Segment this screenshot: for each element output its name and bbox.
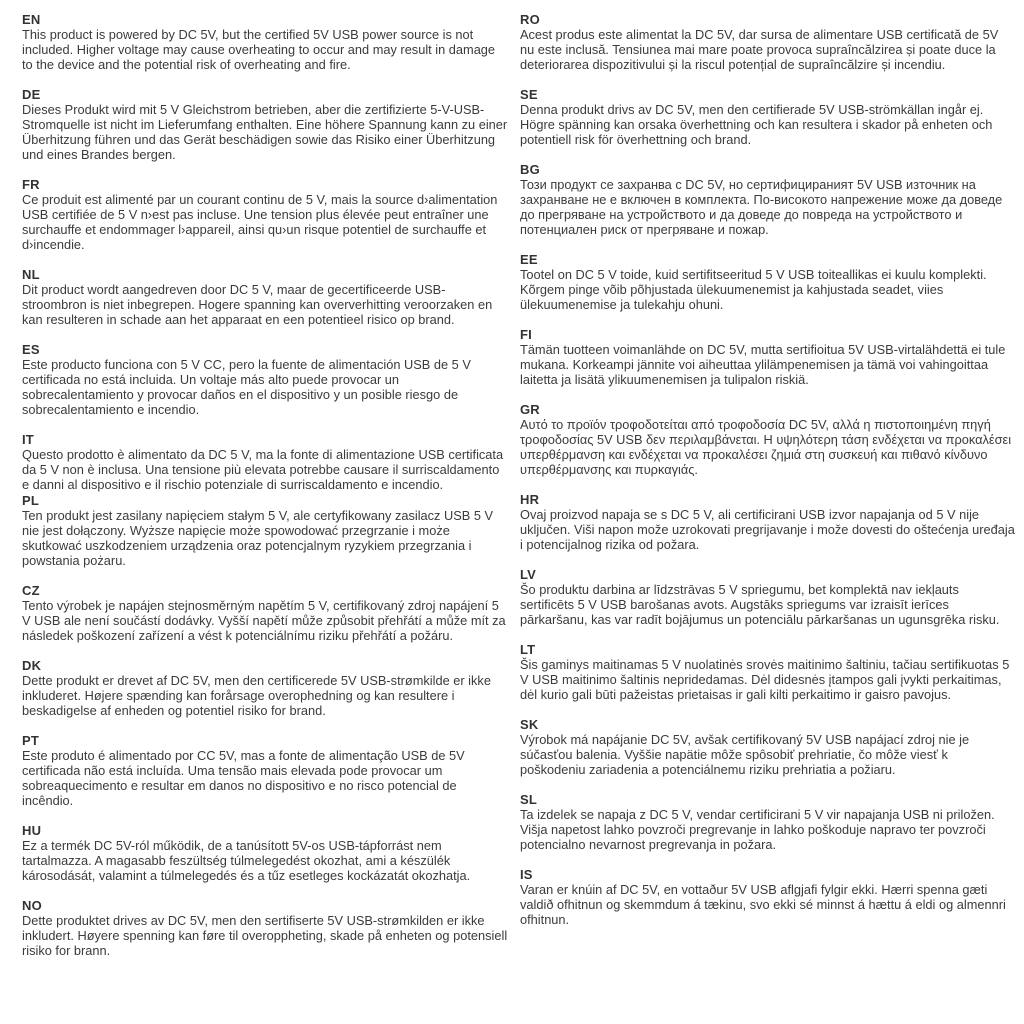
lang-text-fr: Ce produit est alimenté par un courant continu de 5 V, mais la source d›alimentation USB certifiée de 5 V n›est pas incluse. Une tension plus élevée peut entraîner une surchauffe et endommager l›appareil, ainsi qu›un risque potentiel de surchauffe et d›incendie. [22,192,498,252]
section-ee [520,252,1016,312]
lang-text-lt: Šis gaminys maitinamas 5 V nuolatinės srovės maitinimo šaltiniu, tačiau sertifikuotas 5 V USB maitinimo šaltinis nepridedamas. Dėl didesnės įtampos gali įvykti perkaitimas, dėl kurio gali būti pažeistas prietaisas ir gali kilti perkaitimo ir gaisro pavojus. [520,657,1010,702]
right-column [520,12,1016,1024]
lang-text-es: Este producto funciona con 5 V CC, pero la fuente de alimentación USB de 5 V certificada no está incluida. Un voltaje más alto puede provocar un sobrecalentamiento y provocar daños en el dispositivo y un posible riesgo de sobrecalentamiento e incendio. [22,357,471,417]
lang-text-sk: Výrobok má napájanie DC 5V, avšak certifikovaný 5V USB napájací zdroj nie je súčasťou balenia. Vyššie napätie môže spôsobiť prehriatie, čo môže viesť k poškodeniu zariadenia a potenciálnemu riziku prehriatia a požiaru. [520,732,970,777]
section-is [520,867,1016,927]
lang-code-lt: LT [520,642,536,657]
lang-text-nl: Dit product wordt aangedreven door DC 5 V, maar de gecertificeerde USB-stroombron is niet inbegrepen. Hogere spanning kan oververhitting veroorzaken en kan resulteren in schade aan het apparaat en een potentieel risico op brand. [22,282,493,327]
lang-code-cz: CZ [22,583,40,598]
lang-code-it: IT [22,432,34,447]
lang-text-en: This product is powered by DC 5V, but the certified 5V USB power source is not included. Higher voltage may cause overheating to occur and may result in damage to the device and the potential risk of overheating and fire. [22,27,496,72]
section-fi [520,327,1016,387]
section-gr [520,402,1016,477]
lang-code-de: DE [22,87,41,102]
lang-code-pl: PL [22,493,40,508]
lang-text-gr: Αυτό το προϊόν τροφοδοτείται από τροφοδοσία DC 5V, αλλά η πιστοποιημένη πηγή τροφοδοσίας 5V USB δεν περιλαμβάνεται. Η υψηλότερη τάση ενδέχεται να προκαλέσει υπερθέρμανση και ενδέχεται να προκαλέσει ζημιά στη συσκευή και πιθανό κίνδυνο υπερθέρμανσης και πυρκαγιάς. [520,417,1012,477]
lang-code-gr: GR [520,402,540,417]
section-bg [520,162,1016,237]
lang-text-de: Dieses Produkt wird mit 5 V Gleichstrom betrieben, aber die zertifizierte 5-V-USB-Stromquelle ist nicht im Lieferumfang enthalten. Eine höhere Spannung kann zu einer Überhitzung führen und das Gerät beschädigen sowie das Risiko einer Überhitzung und eines Brandes bergen. [22,102,508,162]
section-ro [520,12,1016,72]
lang-text-sl: Ta izdelek se napaja z DC 5 V, vendar certificirani 5 V vir napajanja USB ni priložen. Višja napetost lahko povzroči pregrevanje in lahko poškoduje napravo ter povzroči potencialno nevarnost pregrevanja in požara. [520,807,995,852]
lang-code-dk: DK [22,658,42,673]
section-hr [520,492,1016,552]
lang-text-lv: Šo produktu darbina ar līdzstrāvas 5 V spriegumu, bet komplektā nav iekļauts sertificēts 5 V USB barošanas avots. Augstāks spriegums var izraisīt ierīces pārkaršanu, kas var radīt bojājumus un potenciālu pārkaršanas un ugunsgrēka risku. [520,582,1000,627]
section-sk [520,717,1016,777]
lang-text-it: Questo prodotto è alimentato da DC 5 V, ma la fonte di alimentazione USB certificata da 5 V non è inclusa. Una tensione più elevata potrebbe causare il surriscaldamento e danni al dispositivo e il rischio potenziale di surriscaldamento e incendio. [22,447,504,492]
lang-text-hr: Ovaj proizvod napaja se s DC 5 V, ali certificirani USB izvor napajanja od 5 V nije uključen. Viši napon može uzrokovati pregrijavanje i može dovesti do oštećenja uređaja i potencijalnog rizika od požara. [520,507,1015,552]
lang-code-ro: RO [520,12,540,27]
section-pt [22,733,508,808]
lang-code-bg: BG [520,162,540,177]
left-column [22,12,508,1024]
section-cz [22,583,508,643]
lang-text-bg: Този продукт се захранва с DC 5V, но сертифицираният 5V USB източник на захранване не е включен в комплекта. По-високото напрежение може да доведе до прегряване на устройството и да доведе до повреда на устройството и потенциален риск от прегряване и пожар. [520,177,1003,237]
lang-code-lv: LV [520,567,537,582]
section-no [22,898,508,958]
lang-code-sl: SL [520,792,538,807]
section-en [22,12,508,72]
section-de [22,87,508,162]
lang-code-nl: NL [22,267,40,282]
lang-code-fr: FR [22,177,40,192]
lang-text-pl: Ten produkt jest zasilany napięciem stałym 5 V, ale certyfikowany zasilacz USB 5 V nie jest dołączony. Wyższe napięcie może spowodować przegrzanie i może skutkować uszkodzeniem urządzenia oraz potencjalnym ryzykiem przegrzania i powstania pożaru. [22,508,494,568]
lang-text-se: Denna produkt drivs av DC 5V, men den certifierade 5V USB-strömkällan ingår ej. Högre spänning kan orsaka överhettning och kan resultera i skador på enheten och potentiell risk för överhettning och brand. [520,102,993,147]
section-lt [520,642,1016,702]
section-dk [22,658,508,718]
section-nl [22,267,508,327]
section-hu [22,823,508,883]
lang-code-is: IS [520,867,533,882]
lang-code-pt: PT [22,733,40,748]
section-es [22,342,508,417]
lang-code-hr: HR [520,492,540,507]
lang-text-cz: Tento výrobek je napájen stejnosměrným napětím 5 V, certifikovaný zdroj napájení 5 V USB ale není součástí dodávky. Vyšší napětí může způsobit přehřátí a může mít za následek poškození zařízení a vést k potenciálnímu riziku přehřátí a požáru. [22,598,506,643]
lang-text-hu: Ez a termék DC 5V-ról működik, de a tanúsított 5V-os USB-tápforrást nem tartalmazza. A magasabb feszültség túlmelegedést okozhat, ami a készülék károsodását, valamint a túlmelegedés és a tűz esetleges kockázatát okozhatja. [22,838,471,883]
lang-code-se: SE [520,87,538,102]
lang-code-en: EN [22,12,41,27]
lang-text-pt: Este produto é alimentado por CC 5V, mas a fonte de alimentação USB de 5V certificada não está incluída. Uma tensão mais elevada pode provocar um sobreaquecimento e resultar em danos no dispositivo e no risco potencial de incêndio. [22,748,465,808]
lang-text-no: Dette produktet drives av DC 5V, men den sertifiserte 5V USB-strømkilden er ikke inkludert. Høyere spenning kan føre til overoppheting, skade på enheten og potensiell risiko for brann. [22,913,508,958]
section-lv [520,567,1016,627]
lang-text-is: Varan er knúin af DC 5V, en vottaður 5V USB aflgjafi fylgir ekki. Hærri spenna gæti valdið ofhitnun og skemmdum á tækinu, svo ekki sé minnst á hættu á eldi og almennri ofhitnun. [520,882,1006,927]
lang-text-dk: Dette produkt er drevet af DC 5V, men den certificerede 5V USB-strømkilde er ikke inkluderet. Højere spænding kan forårsage overophedning og kan resultere i beskadigelse af enheden og potentiel risiko for brand. [22,673,491,718]
lang-text-ro: Acest produs este alimentat la DC 5V, dar sursa de alimentare USB certificată de 5V nu este inclusă. Tensiunea mai mare poate provoca supraîncălzirea și poate duce la deteriorarea dispozitivului și la riscul potențial de supraîncălzire și incendiu. [520,27,999,72]
lang-text-ee: Tootel on DC 5 V toide, kuid sertifitseeritud 5 V USB toiteallikas ei kuulu komplekti. Kõrgem pinge võib põhjustada ülekuumenemist ja kahjustada seadet, viies ülekuumenemise ja tulekahju ohuni. [520,267,987,312]
section-fr [22,177,508,252]
lang-code-ee: EE [520,252,538,267]
section-it [22,432,508,492]
section-se [520,87,1016,147]
lang-code-sk: SK [520,717,539,732]
lang-text-fi: Tämän tuotteen voimanlähde on DC 5V, mutta sertifioitua 5V USB-virtalähdettä ei tule mukana. Korkeampi jännite voi aiheuttaa ylilämpenemisen ja tämä voi vahingoittaa laitetta ja lisätä ylikuumenemisen ja tulipalon riskiä. [520,342,1006,387]
section-sl [520,792,1016,852]
lang-code-hu: HU [22,823,42,838]
lang-code-fi: FI [520,327,532,342]
lang-code-no: NO [22,898,42,913]
lang-code-es: ES [22,342,40,357]
section-pl [22,493,508,568]
